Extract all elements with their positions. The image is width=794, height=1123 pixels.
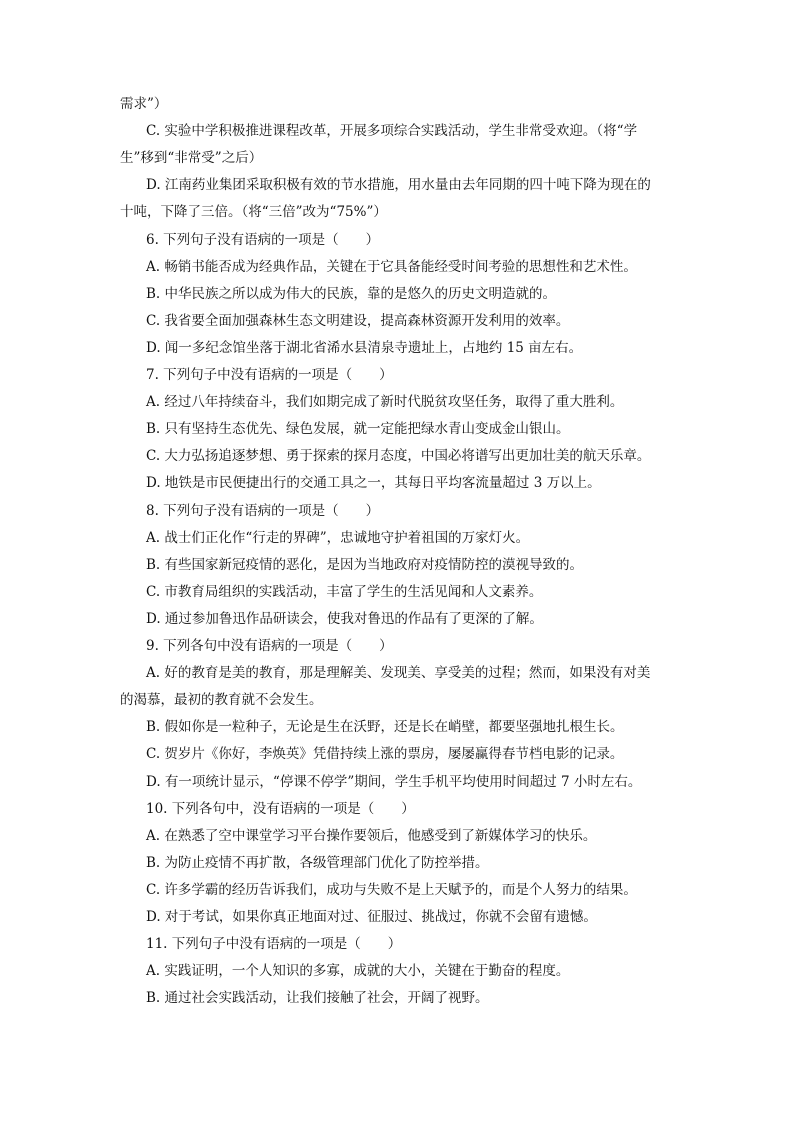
text-line: B. 为防止疫情不再扩散，各级管理部门优化了防控举措。 [146, 854, 489, 871]
text-line: C. 贺岁片《你好，李焕英》凭借持续上涨的票房，屡屡赢得春节档电影的记录。 [146, 746, 624, 763]
text-line: C. 市教育局组织的实践活动，丰富了学生的生活见闻和人文素养。 [146, 583, 543, 600]
text-line: 9. 下列各句中没有语病的一项是（ ） [146, 638, 393, 654]
text-line: D. 有一项统计显示，“停课不停学”期间，学生手机平均使用时间超过 7 小时左右。 [146, 773, 642, 790]
text-line: 6. 下列句子没有语病的一项是（ ） [146, 231, 380, 248]
text-line: 8. 下列句子没有语病的一项是（ ） [146, 502, 380, 519]
text-line: B. 假如你是一粒种子，无论是生在沃野，还是长在峭壁，都要坚强地扎根生长。 [146, 719, 624, 736]
text-line: D. 地铁是市民便捷出行的交通工具之一，其每日平均客流量超过 3 万以上。 [146, 475, 601, 492]
text-line: B. 中华民族之所以成为伟大的民族，靠的是悠久的历史文明造就的。 [146, 285, 557, 302]
text-line: C. 许多学霸的经历告诉我们，成功与失败不是上天赋予的，而是个人努力的结果。 [146, 881, 637, 898]
text-line: B. 有些国家新冠疫情的恶化，是因为当地政府对疫情防控的漠视导致的。 [146, 556, 584, 573]
text-line: A. 在熟悉了空中课堂学习平台操作要领后，他感受到了新媒体学习的快乐。 [146, 827, 597, 844]
text-line: A. 实践证明，一个人知识的多寡，成就的大小，关键在于勤奋的程度。 [146, 963, 570, 980]
text-line: 十吨，下降了三倍。（将“三倍”改为“75%”） [120, 204, 387, 221]
text-line: 10. 下列各句中，没有语病的一项是（ ） [146, 800, 415, 817]
text-line: B. 只有坚持生态优先、绿色发展，就一定能把绿水青山变成金山银山。 [146, 421, 570, 438]
text-line: C. 实验中学积极推进课程改革，开展多项综合实践活动，学生非常受欢迎。（将“学 [146, 123, 638, 140]
text-line: B. 通过社会实践活动，让我们接触了社会，开阔了视野。 [146, 990, 489, 1007]
text-line: 需求”） [120, 96, 168, 112]
text-line: 7. 下列句子中没有语病的一项是（ ） [146, 367, 393, 383]
text-line: D. 对于考试，如果你真正地面对过、征服过、挑战过，你就不会留有遗憾。 [146, 909, 597, 925]
text-line: D. 江南药业集团采取积极有效的节水措施，用水量由去年同期的四十吨下降为现在的 [146, 177, 651, 194]
text-line: A. 经过八年持续奋斗，我们如期完成了新时代脱贫攻坚任务，取得了重大胜利。 [146, 394, 624, 411]
text-line: D. 闻一多纪念馆坐落于湖北省浠水县清泉寺遗址上，占地约 15 亩左右。 [146, 339, 583, 356]
text-line: D. 通过参加鲁迅作品研读会，使我对鲁迅的作品有了更深的了解。 [146, 610, 543, 627]
text-line: 11. 下列句子中没有语病的一项是（ ） [146, 936, 402, 953]
text-line: C. 我省要全面加强森林生态文明建设，提高森林资源开发利用的效率。 [146, 312, 570, 329]
text-line: 的渴慕，最初的教育就不会发生。 [120, 692, 323, 709]
text-line: 生”移到“非常受”之后） [120, 150, 263, 167]
text-line: A. 好的教育是美的教育，那是理解美、发现美、享受美的过程；然而，如果没有对美 [146, 665, 651, 682]
text-line: A. 畅销书能否成为经典作品，关键在于它具备能经受时间考验的思想性和艺术性。 [146, 258, 637, 275]
text-line: C. 大力弘扬追逐梦想、勇于探索的探月态度，中国必将谱写出更加壮美的航天乐章。 [146, 448, 651, 465]
text-line: A. 战士们正化作“行走的界碑”，忠诚地守护着祖国的万家灯火。 [146, 529, 530, 546]
